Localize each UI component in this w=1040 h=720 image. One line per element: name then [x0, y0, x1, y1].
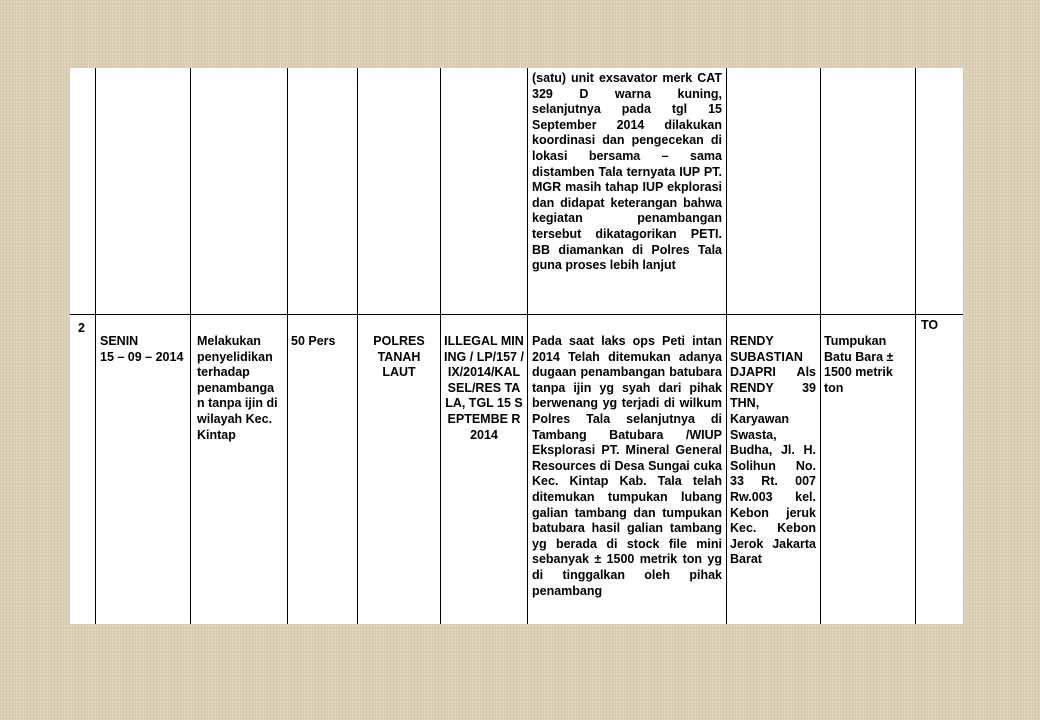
- table-row-divider: [70, 314, 963, 315]
- row-number: 2: [78, 321, 85, 335]
- column-divider: [287, 68, 288, 624]
- evidence-cell: [824, 334, 910, 396]
- column-divider: [440, 68, 441, 624]
- date-text: 15 – 09 – 2014: [100, 349, 184, 364]
- activity-text: Melakukan penyelidikan terhadap penambanga n tanpa ijin di wilayah Kec. Kintap: [197, 334, 278, 442]
- day-text: SENIN: [100, 334, 139, 348]
- personnel-cell: [291, 334, 355, 350]
- suspect-cell: [730, 334, 816, 568]
- column-divider: [527, 68, 528, 624]
- column-divider: [357, 68, 358, 624]
- activity-cell: [197, 334, 285, 443]
- report-text: ILLEGAL MINING / LP/157 /IX/2014/KAL SEL/RES TALA, TGL 15 SEPTEMBE R 2014: [444, 334, 524, 442]
- report-cell: [444, 334, 524, 443]
- column-divider: [915, 68, 916, 624]
- suspect-text: RENDY SUBASTIAN DJAPRI Als RENDY 39 THN, Karyawan Swasta, Budha, Jl. H. Solihun No. 33 Rt. 007 Rw.003 kel. Kebon jeruk Kec. Kebon Jerok Jakarta Barat: [730, 334, 816, 567]
- row-number-cell: [78, 321, 93, 337]
- continued-description-text: (satu) unit exsavator merk CAT 329 D warna kuning, selanjutnya pada tgl 15 September 2014 dilakukan koordinasi dan pengecekan di lokasi bersama – sama distamben Tala ternyata IUP PT. MGR masih tahap IUP ekplorasi dan didapat keterangan bahwa kegiatan penambangan tersebut dikatagorikan PETI. BB diamankan di Polres Tala guna proses lebih lanjut: [532, 71, 722, 273]
- description-text: Pada saat laks ops Peti intan 2014 Telah ditemukan adanya dugaan penambangan batubara tanpa ijin yg syah dari pihak berwenang yg terjadi di wilkum Polres Tala selanjutnya di Tambang Batubara /WIUP Eksplorasi PT. Mineral General Resources di Desa Sungai cuka Kec. Kintap Kab. Tala telah ditemukan tumpukan lubang galian tambang dan tumpukan batubara hasil galian tambang yg berada di stock file mini sebanyak ± 1500 metrik ton yg di tinggalkan oleh pihak penambang: [532, 334, 722, 598]
- continued-description-cell: [532, 71, 722, 274]
- column-divider: [95, 68, 96, 624]
- final-note-cell: [921, 318, 961, 334]
- final-note-text: TO: [921, 318, 939, 332]
- unit-cell: [365, 334, 433, 381]
- description-cell: [532, 334, 722, 599]
- personnel-text: 50 Pers: [291, 334, 336, 348]
- unit-text: POLRES TANAH LAUT: [373, 334, 425, 380]
- document-page: [70, 68, 963, 624]
- date-cell: [100, 334, 190, 365]
- column-divider: [726, 68, 727, 624]
- column-divider: [820, 68, 821, 624]
- evidence-text: Tumpukan Batu Bara ± 1500 metrik ton: [824, 334, 894, 395]
- column-divider: [190, 68, 191, 624]
